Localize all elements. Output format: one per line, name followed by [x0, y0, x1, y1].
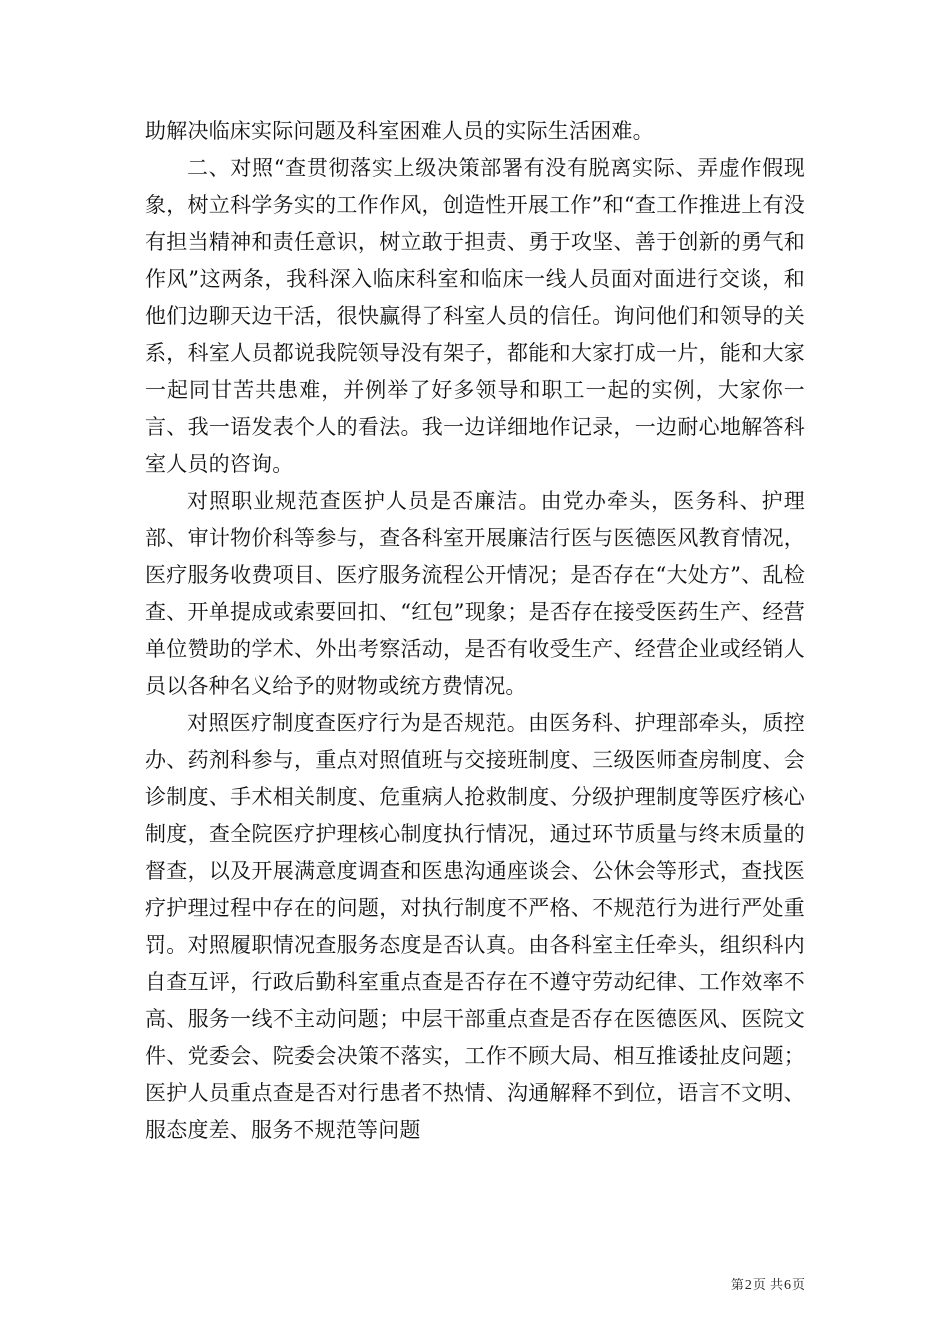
document-body	[145, 113, 805, 1149]
footer-total-pages: 6	[783, 1278, 791, 1293]
page-footer	[731, 1274, 805, 1294]
paragraph-integrity-check: 对照职业规范查医护人员是否廉洁。由党办牵头，医务科、护理部、审计物价科等参与，查各科室开展廉洁行医与医德医风教育情况，医疗服务收费项目、医疗服务流程公开情况；是否存在“大处方”、乱检查、开单提成或索要回扣、“红包”现象；是否存在接受医药生产、经营单位赞助的学术、外出考察活动，是否有收受生产、经营企业或经销人员以各种名义给予的财物或统方费情况。	[145, 489, 805, 698]
footer-current-page: 2	[744, 1278, 752, 1293]
paragraph-continuation: 助解决临床实际问题及科室困难人员的实际生活困难。	[145, 119, 654, 143]
footer-suffix: 页	[791, 1278, 805, 1293]
footer-prefix: 第	[730, 1278, 744, 1293]
paragraph-section-two: 二、对照“查贯彻落实上级决策部署有没有脱离实际、弄虚作假现象，树立科学务实的工作作风，创造性开展工作”和“查工作推进上有没有担当精神和责任意识，树立敢于担责、勇于攻坚、善于创新的勇气和作风”这两条，我科深入临床科室和临床一线人员面对面进行交谈，和他们边聊天边干活，很快赢得了科室人员的信任。询问他们和领导的关系，科室人员都说我院领导没有架子，都能和大家打成一片，能和大家一起同甘苦共患难，并例举了好多领导和职工一起的实例，大家你一言、我一语发表个人的看法。我一边详细地作记录，一边耐心地解答科室人员的咨询。	[145, 156, 805, 476]
paragraph-medical-conduct-check: 对照医疗制度查医疗行为是否规范。由医务科、护理部牵头，质控办、药剂科参与，重点对照值班与交接班制度、三级医师查房制度、会诊制度、手术相关制度、危重病人抢救制度、分级护理制度等医疗核心制度，查全院医疗护理核心制度执行情况，通过环节质量与终末质量的督查，以及开展满意度调查和医患沟通座谈会、公休会等形式，查找医疗护理过程中存在的问题，对执行制度不严格、不规范行为进行严处重罚。对照履职情况查服务态度是否认真。由各科室主任牵头，组织科内自查互评，行政后勤科室重点查是否存在不遵守劳动纪律、工作效率不高、服务一线不主动问题；中层干部重点查是否存在医德医风、医院文件、党委会、院委会决策不落实，工作不顾大局、相互推诿扯皮问题；医护人员重点查是否对行患者不热情、沟通解释不到位，语言不文明、服态度差、服务不规范等问题	[145, 711, 805, 1142]
footer-middle: 页 共	[752, 1278, 783, 1293]
